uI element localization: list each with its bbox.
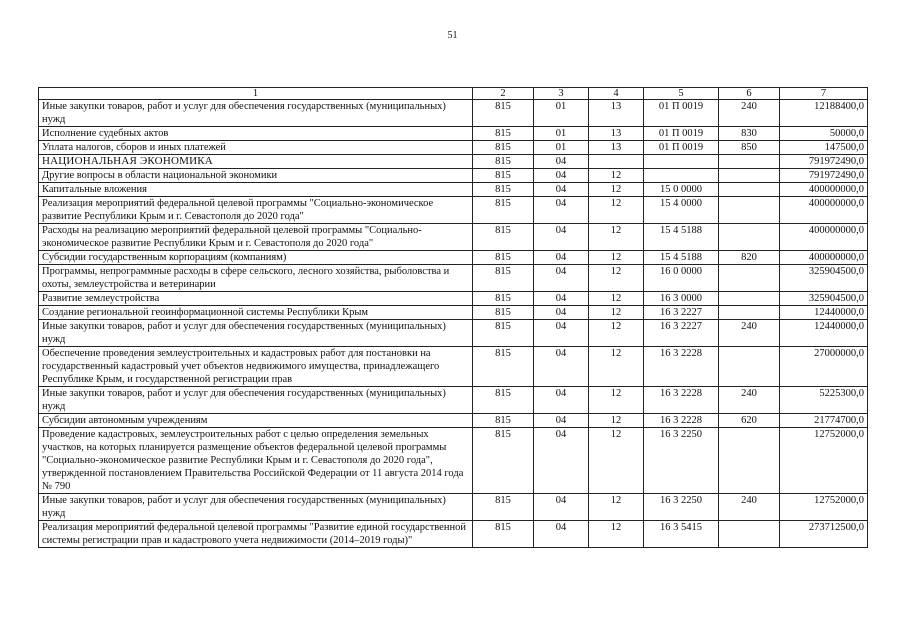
amount-cell: 5225300,0 — [780, 387, 868, 414]
ministry-code-cell: 815 — [473, 155, 534, 169]
ministry-code-cell: 815 — [473, 127, 534, 141]
subsection-code-cell: 12 — [589, 494, 644, 521]
target-article-cell: 15 4 5188 — [644, 251, 719, 265]
table-row — [39, 265, 868, 292]
subsection-code-cell: 12 — [589, 169, 644, 183]
section-code-cell: 04 — [534, 347, 589, 387]
table-row — [39, 141, 868, 155]
expense-name-cell: Реализация мероприятий федеральной целевой программы "Социально-экономическое развитие Республики Крым и г. Севастополя до 2020 года" — [39, 197, 473, 224]
subsection-code-cell: 13 — [589, 100, 644, 127]
expense-name-cell: Программы, непрограммные расходы в сфере сельского, лесного хозяйства, рыболовства и охоты, землеустройства и ветеринарии — [39, 265, 473, 292]
expense-name-cell: Исполнение судебных актов — [39, 127, 473, 141]
amount-cell: 12188400,0 — [780, 100, 868, 127]
ministry-code-cell: 815 — [473, 251, 534, 265]
expense-type-cell: 240 — [719, 100, 780, 127]
section-code-cell: 04 — [534, 292, 589, 306]
section-code-cell: 04 — [534, 428, 589, 494]
amount-cell: 21774700,0 — [780, 414, 868, 428]
expense-type-cell — [719, 183, 780, 197]
subsection-code-cell: 12 — [589, 265, 644, 292]
ministry-code-cell: 815 — [473, 494, 534, 521]
column-number: 2 — [473, 88, 534, 100]
table-row — [39, 197, 868, 224]
table-row — [39, 183, 868, 197]
amount-cell: 325904500,0 — [780, 265, 868, 292]
expense-type-cell — [719, 197, 780, 224]
table-row — [39, 224, 868, 251]
target-article-cell: 16 3 2228 — [644, 347, 719, 387]
ministry-code-cell: 815 — [473, 521, 534, 548]
table-row — [39, 347, 868, 387]
expense-name-cell: Иные закупки товаров, работ и услуг для обеспечения государственных (муниципальных) нужд — [39, 320, 473, 347]
ministry-code-cell: 815 — [473, 169, 534, 183]
table-row — [39, 251, 868, 265]
subsection-code-cell: 12 — [589, 251, 644, 265]
column-number: 6 — [719, 88, 780, 100]
amount-cell: 400000000,0 — [780, 251, 868, 265]
ministry-code-cell: 815 — [473, 183, 534, 197]
target-article-cell — [644, 155, 719, 169]
expense-type-cell — [719, 224, 780, 251]
amount-cell: 147500,0 — [780, 141, 868, 155]
subsection-code-cell: 12 — [589, 183, 644, 197]
subsection-code-cell: 13 — [589, 141, 644, 155]
subsection-code-cell — [589, 155, 644, 169]
section-code-cell: 01 — [534, 141, 589, 155]
section-code-cell: 04 — [534, 251, 589, 265]
amount-cell: 400000000,0 — [780, 183, 868, 197]
expense-type-cell: 240 — [719, 387, 780, 414]
target-article-cell: 16 3 2250 — [644, 428, 719, 494]
expense-type-cell — [719, 155, 780, 169]
expense-name-cell: Иные закупки товаров, работ и услуг для обеспечения государственных (муниципальных) нужд — [39, 387, 473, 414]
section-code-cell: 04 — [534, 169, 589, 183]
target-article-cell: 15 0 0000 — [644, 183, 719, 197]
ministry-code-cell: 815 — [473, 347, 534, 387]
amount-cell: 400000000,0 — [780, 197, 868, 224]
expense-type-cell: 240 — [719, 320, 780, 347]
table-row — [39, 387, 868, 414]
amount-cell: 325904500,0 — [780, 292, 868, 306]
column-number-row — [39, 88, 868, 100]
amount-cell: 12440000,0 — [780, 320, 868, 347]
target-article-cell: 01 П 0019 — [644, 141, 719, 155]
ministry-code-cell: 815 — [473, 428, 534, 494]
section-code-cell: 01 — [534, 127, 589, 141]
target-article-cell: 16 3 2227 — [644, 306, 719, 320]
subsection-code-cell: 13 — [589, 127, 644, 141]
expense-type-cell — [719, 347, 780, 387]
expense-name-cell: Развитие землеустройства — [39, 292, 473, 306]
section-code-cell: 04 — [534, 197, 589, 224]
section-code-cell: 04 — [534, 494, 589, 521]
subsection-code-cell: 12 — [589, 320, 644, 347]
target-article-cell: 16 3 0000 — [644, 292, 719, 306]
ministry-code-cell: 815 — [473, 265, 534, 292]
target-article-cell: 15 4 5188 — [644, 224, 719, 251]
subsection-code-cell: 12 — [589, 414, 644, 428]
expense-name-cell: Проведение кадастровых, землеустроительных работ с целью определения земельных участков, на которых планируется размещение объектов федеральной целевой программы "Социально-экономическое развитие Республики Крым и г. Севастополя до 2020 года", утвержденной постановлением Правительства Российской Федерации от 11 августа 2014 года № 790 — [39, 428, 473, 494]
ministry-code-cell: 815 — [473, 197, 534, 224]
amount-cell: 273712500,0 — [780, 521, 868, 548]
ministry-code-cell: 815 — [473, 414, 534, 428]
table-row — [39, 292, 868, 306]
ministry-code-cell: 815 — [473, 292, 534, 306]
column-number: 7 — [780, 88, 868, 100]
expense-name-cell: Иные закупки товаров, работ и услуг для обеспечения государственных (муниципальных) нужд — [39, 494, 473, 521]
column-number: 4 — [589, 88, 644, 100]
amount-cell: 400000000,0 — [780, 224, 868, 251]
target-article-cell: 15 4 0000 — [644, 197, 719, 224]
target-article-cell: 01 П 0019 — [644, 127, 719, 141]
section-title-cell: НАЦИОНАЛЬНАЯ ЭКОНОМИКА — [39, 155, 473, 169]
subsection-code-cell: 12 — [589, 521, 644, 548]
amount-cell: 50000,0 — [780, 127, 868, 141]
expense-type-cell — [719, 169, 780, 183]
column-number: 5 — [644, 88, 719, 100]
subsection-code-cell: 12 — [589, 224, 644, 251]
section-code-cell: 04 — [534, 306, 589, 320]
ministry-code-cell: 815 — [473, 387, 534, 414]
expense-name-cell: Капитальные вложения — [39, 183, 473, 197]
ministry-code-cell: 815 — [473, 306, 534, 320]
subsection-code-cell: 12 — [589, 347, 644, 387]
subsection-code-cell: 12 — [589, 306, 644, 320]
subsection-code-cell: 12 — [589, 292, 644, 306]
table-row — [39, 494, 868, 521]
section-code-cell: 04 — [534, 414, 589, 428]
expense-type-cell: 850 — [719, 141, 780, 155]
section-code-cell: 04 — [534, 183, 589, 197]
expense-type-cell — [719, 428, 780, 494]
expense-type-cell: 620 — [719, 414, 780, 428]
target-article-cell: 16 3 2228 — [644, 387, 719, 414]
expense-name-cell: Обеспечение проведения землеустроительных и кадастровых работ для постановки на государственный кадастровый учет объектов недвижимого имущества, принадлежащего Республике Крым, и государственной регистрации прав — [39, 347, 473, 387]
table-row — [39, 306, 868, 320]
expense-name-cell: Расходы на реализацию мероприятий федеральной целевой программы "Социально-экономическое развитие Республики Крым и г. Севастополя до 2020 года" — [39, 224, 473, 251]
table-row — [39, 155, 868, 169]
amount-cell: 12440000,0 — [780, 306, 868, 320]
budget-table — [38, 87, 868, 548]
expense-type-cell: 240 — [719, 494, 780, 521]
expense-type-cell — [719, 265, 780, 292]
expense-name-cell: Уплата налогов, сборов и иных платежей — [39, 141, 473, 155]
table-row — [39, 428, 868, 494]
table-row — [39, 320, 868, 347]
expense-name-cell: Другие вопросы в области национальной экономики — [39, 169, 473, 183]
section-code-cell: 04 — [534, 320, 589, 347]
target-article-cell — [644, 169, 719, 183]
target-article-cell: 01 П 0019 — [644, 100, 719, 127]
column-number: 1 — [39, 88, 473, 100]
amount-cell: 791972490,0 — [780, 155, 868, 169]
page-number: 51 — [447, 30, 458, 41]
ministry-code-cell: 815 — [473, 100, 534, 127]
target-article-cell: 16 3 2228 — [644, 414, 719, 428]
target-article-cell: 16 0 0000 — [644, 265, 719, 292]
expense-name-cell: Субсидии автономным учреждениям — [39, 414, 473, 428]
expense-type-cell: 820 — [719, 251, 780, 265]
amount-cell: 791972490,0 — [780, 169, 868, 183]
target-article-cell: 16 3 5415 — [644, 521, 719, 548]
expense-name-cell: Создание региональной геоинформационной системы Республики Крым — [39, 306, 473, 320]
expense-name-cell: Иные закупки товаров, работ и услуг для обеспечения государственных (муниципальных) нужд — [39, 100, 473, 127]
expense-type-cell — [719, 521, 780, 548]
table-row — [39, 414, 868, 428]
expense-type-cell — [719, 292, 780, 306]
target-article-cell: 16 3 2227 — [644, 320, 719, 347]
amount-cell: 12752000,0 — [780, 428, 868, 494]
column-number: 3 — [534, 88, 589, 100]
section-code-cell: 04 — [534, 155, 589, 169]
ministry-code-cell: 815 — [473, 141, 534, 155]
expense-name-cell: Реализация мероприятий федеральной целевой программы "Развитие единой государственной системы регистрации прав и кадастрового учета недвижимости (2014–2019 годы)" — [39, 521, 473, 548]
target-article-cell: 16 3 2250 — [644, 494, 719, 521]
section-code-cell: 01 — [534, 100, 589, 127]
table-row — [39, 521, 868, 548]
expense-name-cell: Субсидии государственным корпорациям (компаниям) — [39, 251, 473, 265]
expense-type-cell: 830 — [719, 127, 780, 141]
table-row — [39, 100, 868, 127]
amount-cell: 27000000,0 — [780, 347, 868, 387]
subsection-code-cell: 12 — [589, 197, 644, 224]
section-code-cell: 04 — [534, 521, 589, 548]
subsection-code-cell: 12 — [589, 428, 644, 494]
amount-cell: 12752000,0 — [780, 494, 868, 521]
section-code-cell: 04 — [534, 387, 589, 414]
subsection-code-cell: 12 — [589, 387, 644, 414]
ministry-code-cell: 815 — [473, 224, 534, 251]
section-code-cell: 04 — [534, 224, 589, 251]
section-code-cell: 04 — [534, 265, 589, 292]
expense-type-cell — [719, 306, 780, 320]
ministry-code-cell: 815 — [473, 320, 534, 347]
table-row — [39, 169, 868, 183]
table-row — [39, 127, 868, 141]
